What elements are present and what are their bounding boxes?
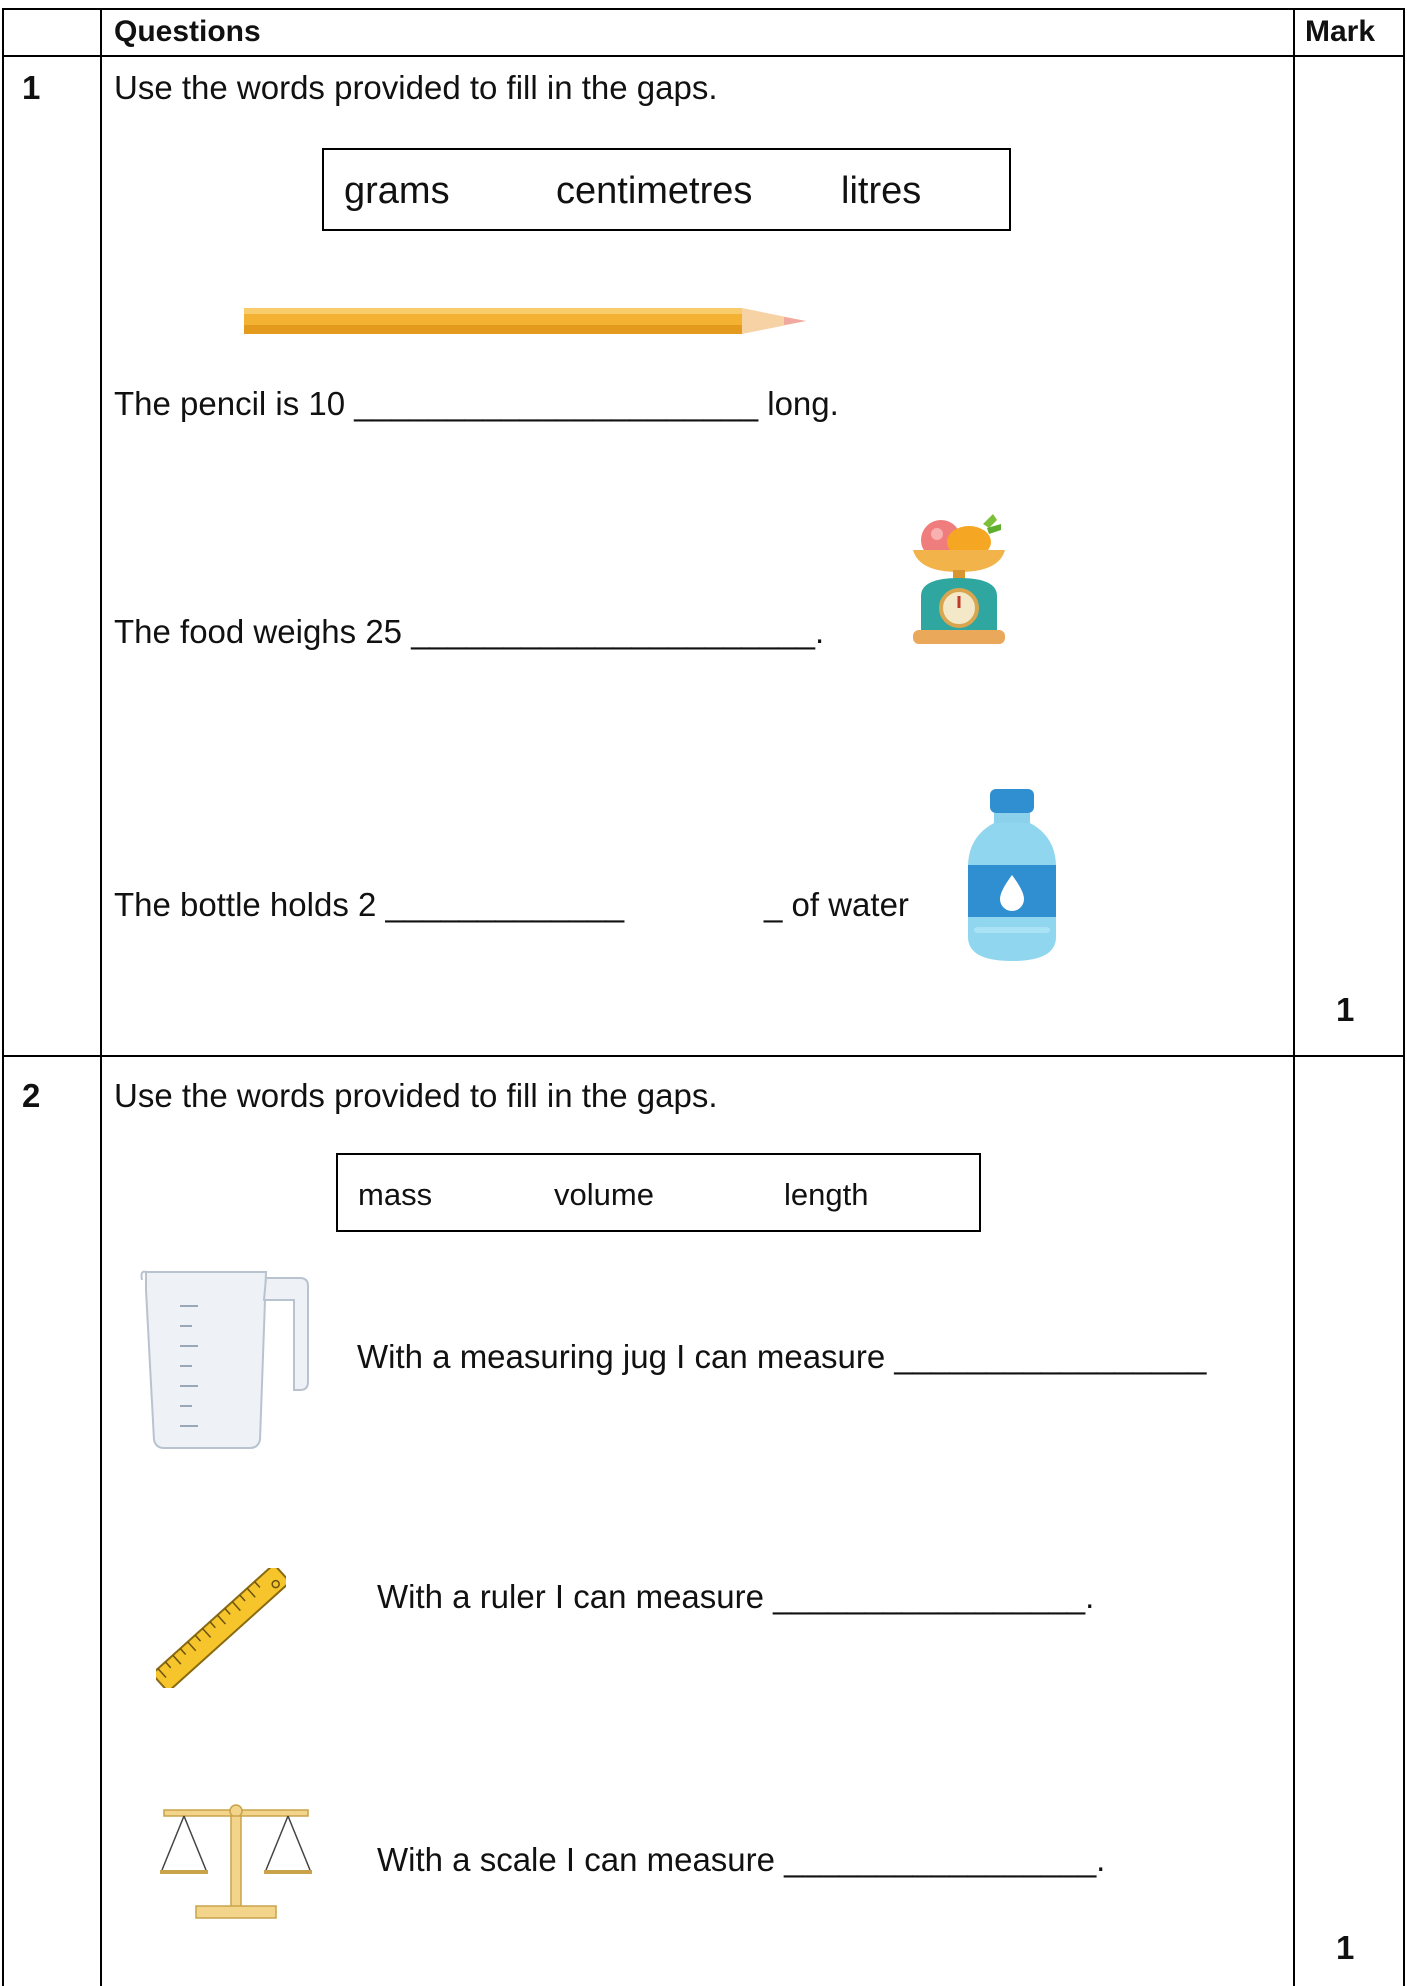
- pencil-icon: [244, 306, 806, 336]
- table-row-divider: [2, 1055, 1405, 1057]
- q2-sentence-ruler: With a ruler I can measure _________________.: [377, 1578, 1095, 1615]
- table-border-right: [1403, 8, 1405, 1986]
- q1-word-litres: litres: [841, 170, 922, 212]
- q1-word-bank: [322, 148, 1011, 231]
- q2-instruction: Use the words provided to fill in the gaps.: [114, 1077, 718, 1114]
- header-mark: Mark: [1305, 15, 1376, 48]
- kitchen-scale-icon: [903, 512, 1015, 652]
- table-border-top: [2, 8, 1405, 10]
- table-border-left: [2, 8, 4, 1986]
- table-header-divider: [2, 55, 1405, 57]
- measuring-jug-icon: [140, 1266, 312, 1450]
- q1-sentence-pencil: The pencil is 10 ______________________ long.: [114, 385, 839, 422]
- question-number-2: 2: [22, 1077, 41, 1114]
- q1-sentence-bottle-part-a: The bottle holds 2 _____________: [114, 886, 625, 923]
- ruler-icon: [156, 1568, 286, 1688]
- q2-word-volume: volume: [554, 1177, 654, 1212]
- table-divider-mark-column: [1293, 8, 1295, 1986]
- header-questions: Questions: [114, 15, 261, 48]
- q2-sentence-scale: With a scale I can measure _________________.: [377, 1841, 1106, 1878]
- question-number-1: 1: [22, 69, 41, 106]
- q1-sentence-food: The food weighs 25 ______________________.: [114, 613, 825, 650]
- q2-mark: 1: [1336, 1929, 1355, 1966]
- q2-sentence-jug: With a measuring jug I can measure _________________: [357, 1338, 1207, 1375]
- q1-mark: 1: [1336, 991, 1355, 1028]
- q1-word-centimetres: centimetres: [556, 170, 753, 212]
- q1-sentence-bottle-part-b: _ of water: [764, 886, 909, 923]
- q2-word-length: length: [784, 1177, 869, 1212]
- water-bottle-icon: [960, 787, 1064, 965]
- table-divider-number-column: [100, 8, 102, 1986]
- balance-scale-icon: [156, 1802, 316, 1926]
- q1-word-grams: grams: [344, 170, 450, 212]
- q1-instruction: Use the words provided to fill in the gaps.: [114, 69, 718, 106]
- q2-word-mass: mass: [358, 1177, 433, 1212]
- q2-word-bank: [336, 1153, 981, 1232]
